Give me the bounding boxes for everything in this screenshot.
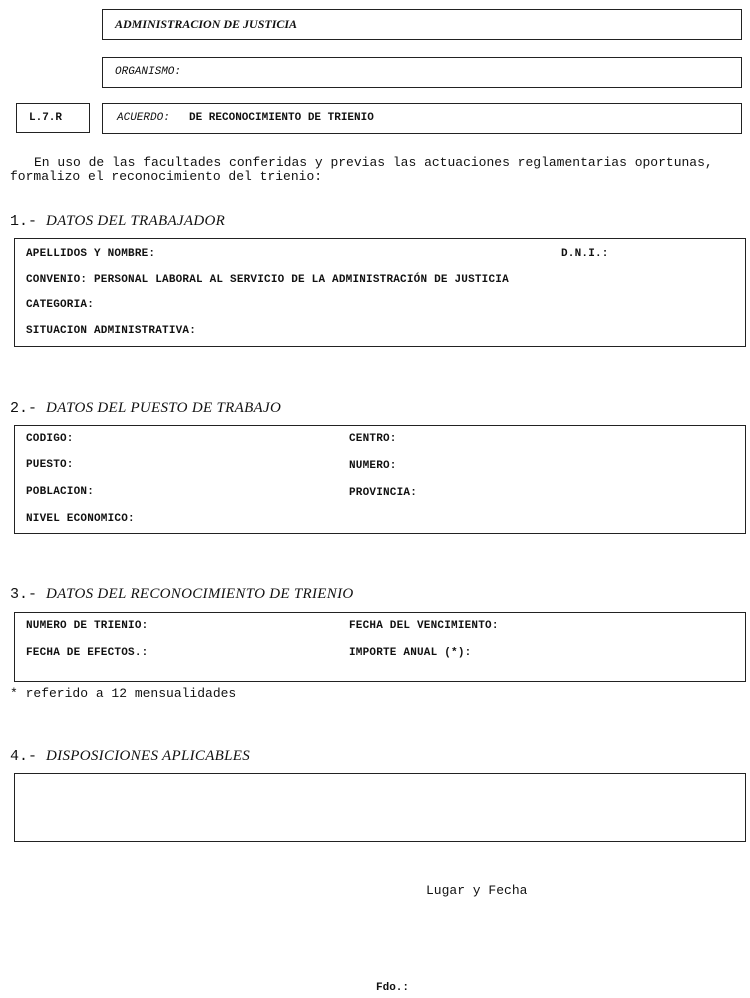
acuerdo-box <box>102 103 742 134</box>
situacion-label: SITUACION ADMINISTRATIVA: <box>26 325 197 337</box>
section1-heading <box>10 213 225 230</box>
section3-box <box>14 612 746 682</box>
admin-title: ADMINISTRACION DE JUSTICIA <box>115 17 298 31</box>
acuerdo-label: ACUERDO: <box>117 112 170 124</box>
section2-heading <box>10 400 281 417</box>
firma-label: Fdo.: <box>376 982 410 994</box>
fecha-vencimiento-label: FECHA DEL VENCIMIENTO: <box>349 620 499 632</box>
numero-trienio-label: NUMERO DE TRIENIO: <box>26 620 149 632</box>
centro-label: CENTRO: <box>349 433 397 445</box>
section3-title: DATOS DEL RECONOCIMIENTO DE TRIENIO <box>46 586 354 602</box>
section4-heading <box>10 748 250 765</box>
section1-number: 1.- <box>10 213 38 230</box>
section2-box <box>14 425 746 534</box>
intro-line-2: formalizo el reconocimiento del trienio: <box>10 169 323 184</box>
numero-label: NUMERO: <box>349 460 397 472</box>
section4-box <box>14 773 746 842</box>
nivel-label: NIVEL ECONOMICO: <box>26 513 135 525</box>
puesto-label: PUESTO: <box>26 459 74 471</box>
importe-label: IMPORTE ANUAL (*): <box>349 647 472 659</box>
intro-line-1: En uso de las facultades conferidas y previas las actuaciones reglamentarias oportunas, <box>34 155 713 170</box>
section2-number: 2.- <box>10 400 38 417</box>
convenio-label: CONVENIO: PERSONAL LABORAL AL SERVICIO DE LA ADMINISTRACIÓN DE JUSTICIA <box>26 274 509 286</box>
section2-title: DATOS DEL PUESTO DE TRABAJO <box>46 400 282 416</box>
section1-title: DATOS DEL TRABAJADOR <box>46 213 226 229</box>
fecha-efectos-label: FECHA DE EFECTOS.: <box>26 647 149 659</box>
form-code: L.7.R <box>29 112 63 124</box>
section4-title: DISPOSICIONES APLICABLES <box>46 748 251 764</box>
provincia-label: PROVINCIA: <box>349 487 418 499</box>
acuerdo-text: DE RECONOCIMIENTO DE TRIENIO <box>189 112 374 124</box>
section3-heading <box>10 586 354 603</box>
codigo-label: CODIGO: <box>26 433 74 445</box>
dni-label: D.N.I.: <box>561 248 609 260</box>
lugar-fecha: Lugar y Fecha <box>426 883 528 898</box>
code-box <box>16 103 90 133</box>
organismo-box <box>102 57 742 88</box>
section4-number: 4.- <box>10 748 38 765</box>
section1-box <box>14 238 746 347</box>
section3-number: 3.- <box>10 586 38 603</box>
organismo-label: ORGANISMO: <box>115 66 182 78</box>
admin-title-box <box>102 9 742 40</box>
categoria-label: CATEGORIA: <box>26 299 95 311</box>
apellidos-label: APELLIDOS Y NOMBRE: <box>26 248 156 260</box>
poblacion-label: POBLACION: <box>26 486 95 498</box>
footnote: * referido a 12 mensualidades <box>10 686 237 701</box>
